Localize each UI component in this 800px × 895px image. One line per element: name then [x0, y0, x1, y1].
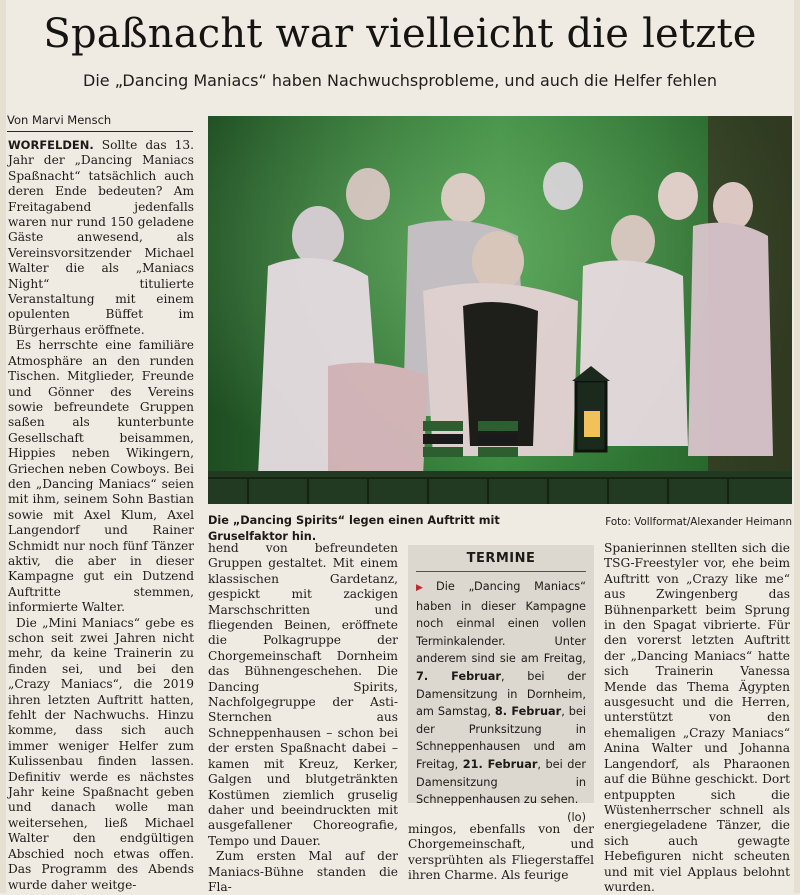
page-edge-right — [794, 0, 800, 893]
termine-date: 7. Februar — [416, 669, 501, 683]
article-paragraph: hend von befreundeten Gruppen gestaltet. Mit einem klassischen Gardetanz, gespickt mit zackigen Marschschritten und fliegenden Beinen, eröffnete die Polkagruppe der Chorgemeinschaft Dornheim das Bühnengeschehen. Die Dancing Spirits, Nachfolgegruppe der Asti-Sternchen aus Schneppenhausen – schon bei der ersten Spaßnacht dabei – kamen mit Kreuz, Kerker, Galgen und blutgetränkten Kostümen ziemlich gruselig daher und beeindruckten mit ausgefallener Choreografie, Tempo und Dauer. — [208, 541, 398, 848]
article-paragraph: mingos, ebenfalls von der Chorgemeinschaft, und versprühten als Fliegerstaffel ihren Charme. Als feurige — [408, 822, 594, 883]
author-initials: (lo) — [567, 810, 586, 824]
termine-box — [408, 545, 594, 824]
subheadline: Die „Dancing Maniacs“ haben Nachwuchsprobleme, und auch die Helfer fehlen — [83, 71, 717, 90]
article-paragraph: Zum ersten Mal auf der Maniacs-Bühne standen die Fla- — [208, 849, 398, 894]
article-column-1 — [8, 138, 194, 893]
article-paragraph: WORFELDEN. Sollte das 13. Jahr der „Dancing Maniacs Spaßnacht“ tatsächlich auch deren Ende bedeuten? Am Freitagabend jedenfalls waren nur rund 150 geladene Gäste anwesend, als Vereinsvorsitzender Michael Walter die als „Maniacs Night“ titulierte Veranstaltung mit einem opulenten Büffet im Bürgerhaus eröffnete. — [8, 138, 195, 337]
headline: Spaßnacht war vielleicht die letzte — [43, 11, 757, 57]
article-paragraph: Die „Mini Maniacs“ gebe es schon seit zwei Jahren nicht mehr, da keine Trainerin zu finden sei, und bei den „Crazy Maniacs“, die 2019 ihren letzten Auftritt hatten, fehlt der Nachwuchs. Hinzu komme, dass sich auch immer weniger Helfer zum Kulissenbau finden lassen. Definitiv werde es nächstes Jahr keine Spaßnacht geben und danach wolle man weitersehen, ließ Michael Walter den endgültigen Abschied noch etwas offen. Das Programm des Abends wurde daher weitge- — [8, 615, 194, 892]
article-paragraph: Es herrschte eine familiäre Atmosphäre an den runden Tischen. Mitglieder, Freunde und Gönner des Vereins sowie befreundete Gruppen saßen als kunterbunte Gesellschaft beisammen, Hippies neben Wikingern, Griechen neben Cowboys. Bei den „Dancing Maniacs“ seien mit ihm, seinem Sohn Bastian sowie mit Axel Klum, Axel Langendorf und Rainer Schmidt nur noch fünf Tänzer aktiv, die aber in dieser Kampagne gut ein Dutzend Auftritte stemmen, informierte Walter. — [8, 338, 194, 615]
photo-credit: Foto: Vollformat/Alexander Heimann — [605, 516, 792, 528]
termine-body: ▶ Die „Dancing Maniacs“ haben in dieser Kampagne noch einmal einen vollen Terminkalender. Unter anderem sind sie am Freitag, 7. Februar, bei der Damensitzung in Dornheim, am Samstag, 8. Februar, bei der Prunksitzung in Schneppenhausen und am Freitag, 21. Februar, bei der Damensitzung in Schneppenhausen zu sehen. (lo) — [408, 572, 594, 809]
termine-date: 8. Februar — [494, 705, 562, 719]
article-paragraph: Spanierinnen stellten sich die TSG-Freestyler vor, ehe beim Auftritt von „Crazy like me“ aus Zwingenberg das Bühnenparkett beim Sprung in den Spagat vibrierte. Für den vorerst letzten Auftritt der „Dancing Maniacs“ hatte sich Trainerin Vanessa Mende das Thema Ägypten ausgesucht und die Herren, unterstützt von den ehemaligen „Crazy Maniacs“ Anina Walter und Johanna Langendorf, als Pharaonen auf die Bühne geschickt. Dort entpuppten sich die Wüstenherrscher schnell als energiegeladene Tänzer, die sich auch gewagte Hebefiguren nicht scheuten und mit viel Applaus belohnt wurden. — [604, 541, 790, 894]
termine-title: TERMINE — [416, 545, 586, 572]
byline: Von Marvi Mensch — [7, 112, 193, 132]
termine-date: 21. Februar — [462, 757, 538, 771]
article-column-2 — [208, 541, 398, 895]
dancers-illustration — [208, 116, 792, 504]
article-column-4 — [604, 541, 790, 895]
stage-photo — [208, 116, 792, 504]
dateline: WORFELDEN. — [8, 138, 94, 152]
photo-caption: Die „Dancing Spirits“ legen einen Auftritt mit Gruselfaktor hin. — [208, 514, 500, 543]
triangle-right-icon: ▶ — [416, 583, 434, 593]
article-column-3 — [408, 822, 594, 884]
page-edge-left — [0, 0, 6, 893]
